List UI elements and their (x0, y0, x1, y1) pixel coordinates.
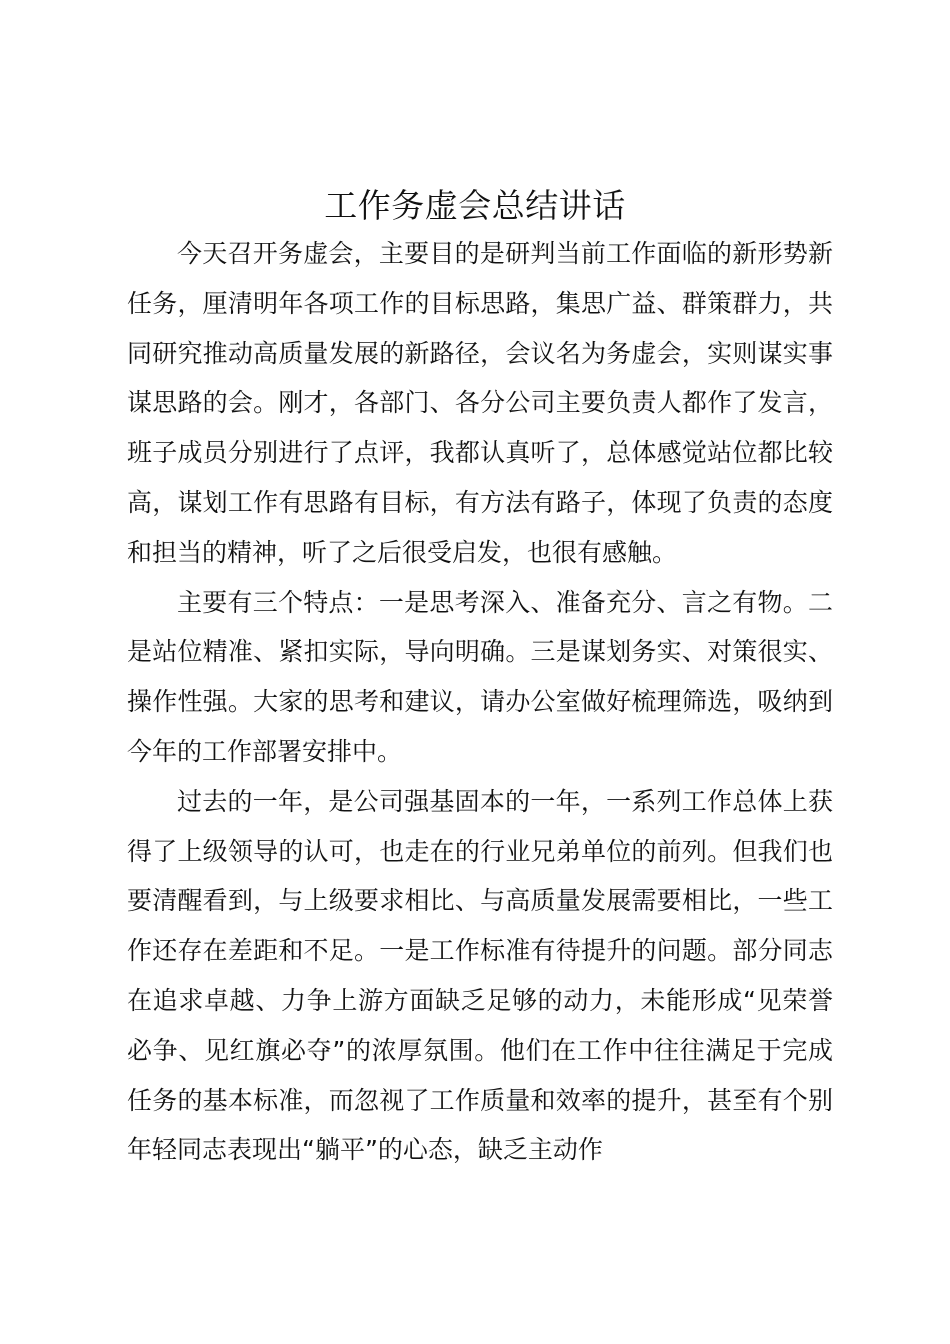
paragraph-1: 今天召开务虚会，主要目的是研判当前工作面临的新形势新任务，厘清明年各项工作的目标思路，集思广益、群策群力，共同研究推动高质量发展的新路径，会议名为务虚会，实则谋实事谋思路的会。刚才，各部门、各分公司主要负责人都作了发言，班子成员分别进行了点评，我都认真听了，总体感觉站位都比较高，谋划工作有思路有目标，有方法有路子，体现了负责的态度和担当的精神，听了之后很受启发，也很有感触。 (127, 239, 833, 567)
paragraph-3: 过去的一年，是公司强基固本的一年，一系列工作总体上获得了上级领导的认可，也走在的行业兄弟单位的前列。但我们也要清醒看到，与上级要求相比、与高质量发展需要相比，一些工作还存在差距和不足。一是工作标准有待提升的问题。部分同志在追求卓越、力争上游方面缺乏足够的动力，未能形成“见荣誉必争、见红旗必夺”的浓厚氛围。他们在工作中往往满足于完成任务的基本标准，而忽视了工作质量和效率的提升，甚至有个别年轻同志表现出“躺平”的心态，缺乏主动作 (127, 786, 833, 1165)
document-body (127, 229, 833, 1175)
paragraph-2: 主要有三个特点：一是思考深入、准备充分、言之有物。二是站位精准、紧扣实际，导向明确。三是谋划务实、对策很实、操作性强。大家的思考和建议，请办公室做好梳理筛选，吸纳到今年的工作部署安排中。 (127, 587, 833, 766)
document-title: 工作务虚会总结讲话 (324, 186, 626, 225)
